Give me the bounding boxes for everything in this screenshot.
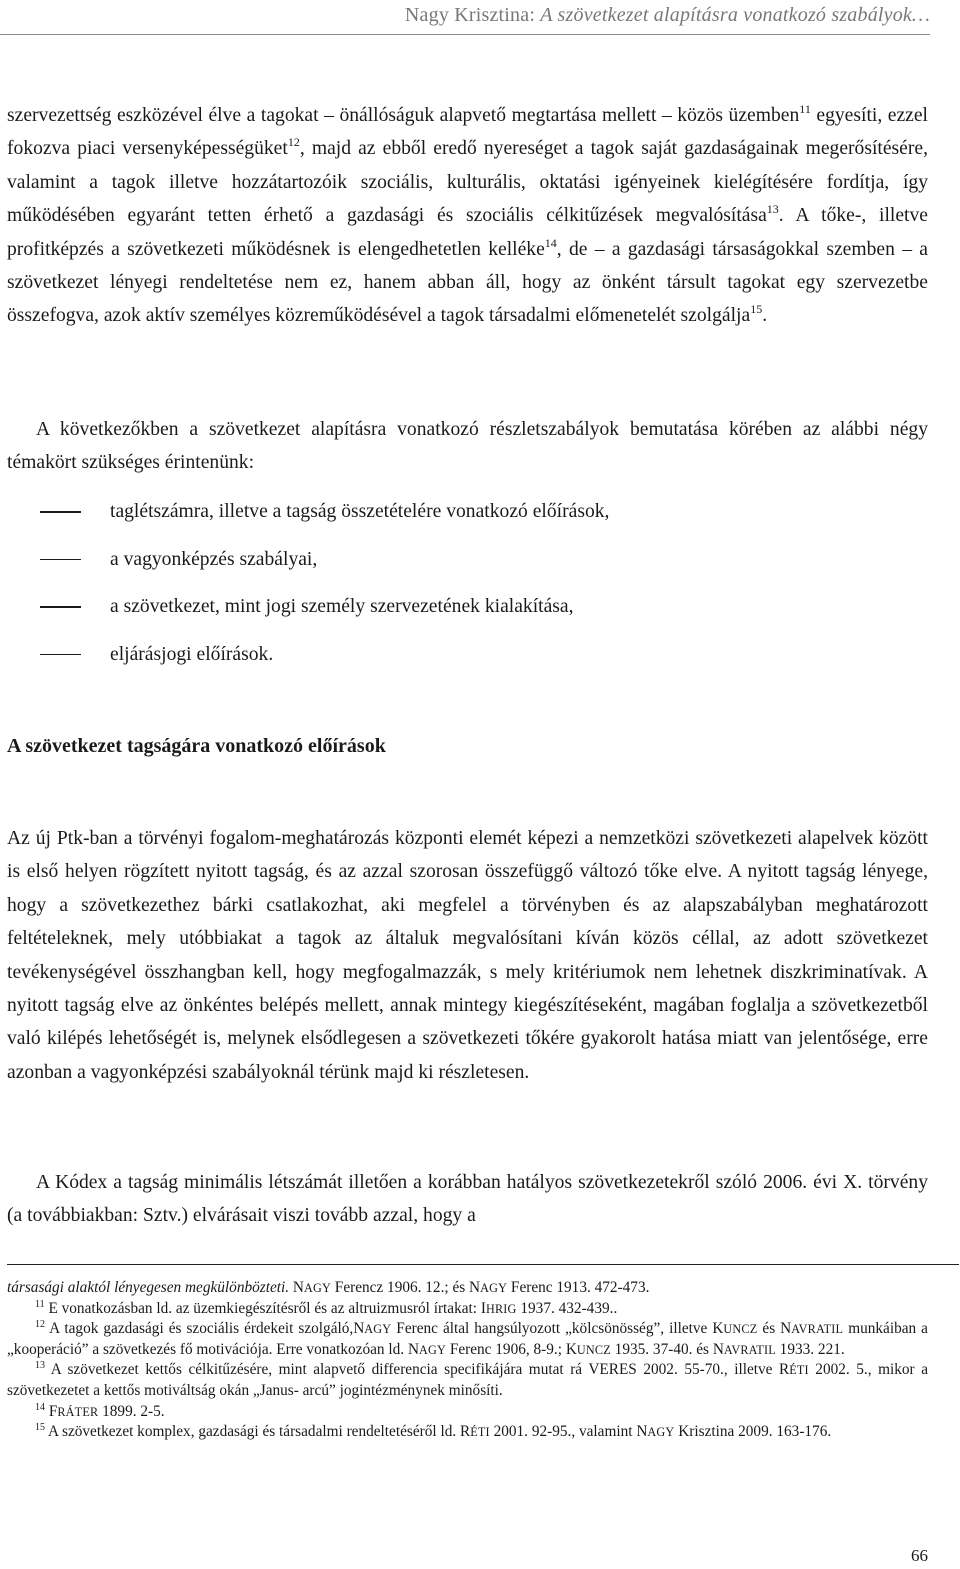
text-run: egyesíti, ezzel fokozva piaci versenyképességüket	[7, 105, 929, 160]
paragraph-4-text: A Kódex a tagság minimális létszámát illetően a korábban hatályos szövetkezetekről szóló 2006. évi X. törvény (a továbbiakban: Sztv.) elvárásait viszi tovább azzal, hogy a	[7, 1172, 928, 1227]
footnotes	[7, 1278, 928, 1443]
text-run: 1937. 432-439..	[516, 1299, 618, 1317]
text-run: 1935. 37-40. és N	[610, 1340, 724, 1358]
text-run: 2001. 92-95., valamint N	[489, 1423, 648, 1441]
paragraph-2-text: A következőkben a szövetkezet alapításra vonatkozó részletszabályok bemutatása körében az alábbi négy témakört szükséges érintenünk:	[7, 419, 928, 474]
text-run: Ferenc által hangsúlyozott „kölcsönösség”, illetve K	[391, 1320, 724, 1338]
text-run: Ferencz 1906. 12.; és N	[330, 1279, 481, 1296]
text-run: AGY	[647, 1425, 675, 1440]
list-item: a szövetkezet, mint jogi személy szervezetének kialakítása,	[7, 590, 609, 638]
text-run: AVRATIL	[723, 1342, 776, 1357]
footnote-11	[7, 1299, 928, 1320]
footnote-continuation	[7, 1278, 928, 1299]
text-run: AVRATIL	[791, 1322, 844, 1337]
footnote-separator	[7, 1264, 959, 1265]
text-run: F	[45, 1402, 58, 1420]
text-run: ÉTI	[789, 1363, 809, 1378]
text-run: UNCZ	[723, 1322, 758, 1337]
section-title: A szövetkezet tagságára vonatkozó előírások	[7, 735, 386, 757]
text-run: , de – a gazdasági társaságokkal szemben – a szövetkezet lényegi rendeltetése nem ez, hanem abban áll, hogy az önként társult tagokat egy szervezetbe összefogva, azok aktív személyes közreműködésével a tagok társadalmi előmenetelét szolgálja	[7, 238, 928, 327]
text-run: Ferenc 1913. 472-473.	[507, 1279, 650, 1296]
footnote-number: 15	[35, 1422, 45, 1434]
footnote-ref-15[interactable]: 15	[750, 302, 763, 317]
text-run: RÁTER	[57, 1404, 99, 1419]
text-run: Krisztina 2009. 163-176.	[674, 1423, 832, 1441]
text-run: UNCZ	[576, 1342, 611, 1357]
text-run: AGY	[364, 1322, 392, 1337]
footnote-number: 13	[35, 1360, 45, 1372]
text-run: A szövetkezet komplex, gazdasági és társadalmi rendeltetéséről ld. R	[45, 1423, 471, 1441]
list-item: a vagyonképzés szabályai,	[7, 543, 609, 591]
text-run: szervezettség eszközével élve a tagokat – önállóságuk alapvető megtartása mellett – közös üzemben	[7, 105, 800, 126]
paragraph-1	[7, 99, 928, 333]
header-author: Nagy Krisztina:	[404, 4, 541, 26]
text-run: , majd az ebből eredő nyereséget a tagok saját gazdaságainak megerősítésére, valamint a tagok illetve hozzátartozóik szociális, kulturális, oktatási igényeinek kielégítésére fordítja, így működésében egyaránt tetten érhető a gazdasági és szociális célkitűzések megvalósítása	[7, 138, 928, 227]
paragraph-2	[7, 413, 928, 480]
text-run: E vonatkozásban ld. az üzemkiegészítésről és az altruizmusról írtakat: I	[44, 1299, 486, 1317]
paragraph-4	[7, 1166, 928, 1233]
footnote-number: 12	[35, 1319, 45, 1331]
footnote-15	[7, 1422, 928, 1443]
text-run: munkáiban a „kooperáció” a szövetkezés fő motivációja. Erre vonatkozóan ld. N	[7, 1320, 928, 1358]
footnote-ref-13[interactable]: 13	[766, 202, 779, 217]
text-run: N	[289, 1279, 304, 1296]
footnote-ref-12[interactable]: 12	[287, 135, 300, 150]
footnote-13	[7, 1360, 928, 1401]
text-run: HRIG	[485, 1301, 517, 1316]
list-item: taglétszámra, illetve a tagság összetételére vonatkozó előírások,	[7, 495, 609, 543]
header-title: A szövetkezet alapításra vonatkozó szabályok…	[540, 4, 930, 26]
text-run: AGY	[419, 1342, 447, 1357]
footnote-number: 14	[35, 1401, 45, 1413]
list-item: eljárásjogi előírások.	[7, 638, 609, 686]
text-run: 2002. 5., mikor a szövetkezetet a kettős motiváltság okán „Janus- arcú” jogintézménynek minősíti.	[7, 1361, 928, 1399]
topic-list	[7, 495, 609, 685]
text-run: és N	[757, 1320, 792, 1338]
footnote-12	[7, 1319, 928, 1360]
text-run: . A tőke-, illetve profitképzés a szövetkezeti működésnek is elengedhetetlen kelléke	[7, 205, 928, 260]
text-run: A tagok gazdasági és szociális érdekeit szolgáló,N	[45, 1320, 365, 1338]
text-run: Ferenc 1906, 8-9.; K	[446, 1340, 577, 1358]
page-number: 66	[911, 1546, 928, 1565]
text-run: .	[762, 305, 768, 327]
footnote-14	[7, 1402, 928, 1423]
text-run: ÉTI	[470, 1425, 490, 1440]
text-run: A szövetkezet kettős célkitűzésére, mint alapvető differencia specifikájára mutat rá VERES 2002. 55-70., illetve R	[45, 1361, 790, 1379]
paragraph-3	[7, 822, 928, 1089]
text-run: AGY	[480, 1281, 508, 1295]
text-run: AGY	[303, 1281, 331, 1295]
footnote-number: 11	[35, 1298, 45, 1310]
running-header	[0, 0, 930, 35]
text-run: 1899. 2-5.	[98, 1402, 165, 1420]
paragraph-3-text: Az új Ptk-ban a törvényi fogalom-meghatározás központi elemét képezi a nemzetközi szövetkezeti alapelvek között is első helyen rögzített nyitott tagság, és az azzal szorosan összefüggő változó tőke elve. A nyitott tagság lényege, hogy a szövetkezethez bárki csatlakozhat, aki megfelel a törvényben és az alapszabályban meghatározott feltételeknek, mely utóbbiakat a tagok az általuk megvalósítani kíván közös céllal, az adott szövetkezet tevékenységével összhangban kell, hogy megfogalmazzák, s mely kritériumok nem lehetnek diszkriminatívak. A nyitott tagság elve az önkéntes belépés mellett, annak mintegy kiegészítéseként, magában foglalja a szövetkezetből való kilépés lehetőségét is, melynek elsődlegesen a szövetkezeti tőkére gyakorolt hatása miatt van jelentősége, erre azonban a vagyonképzési szabályoknál térünk majd ki részletesen.	[7, 828, 928, 1083]
footnote-ref-11[interactable]: 11	[799, 102, 811, 116]
text-run: 1933. 221.	[775, 1340, 845, 1358]
footnote-ref-14[interactable]: 14	[544, 235, 557, 250]
text-run: társasági alaktól lényegesen megkülönbözteti.	[7, 1279, 290, 1296]
